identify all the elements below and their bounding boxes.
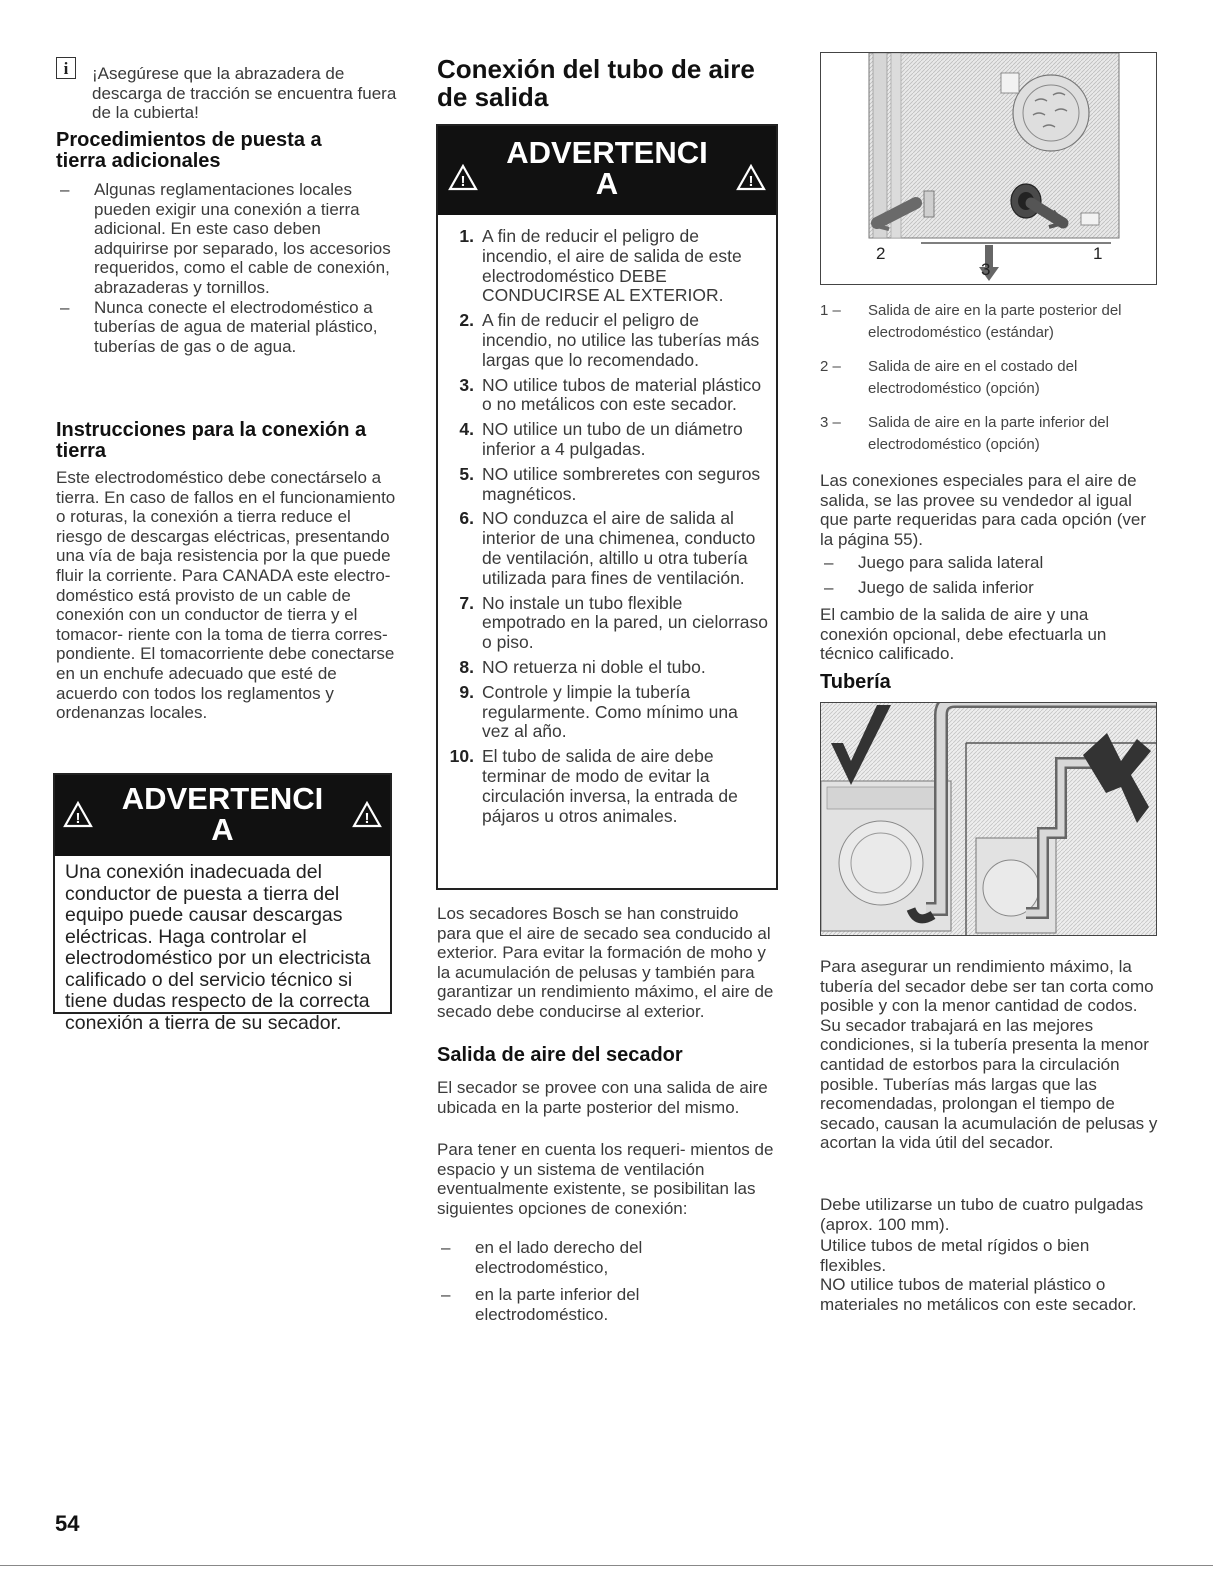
list-item: 2. A fin de reducir el peligro de incendio, no utilice las tuberías más largas que lo recomendado.: [459, 310, 760, 370]
grounding-procedures-list: [56, 180, 394, 356]
warning-header: [55, 775, 390, 856]
list-item: 4. NO utilice un tubo de un diámetro inferior a 4 pulgadas.: [459, 419, 743, 459]
exhaust-options-figure: [820, 52, 1157, 285]
figure-label: 3: [981, 260, 991, 279]
warning-title: ADVERTENCI: [121, 781, 324, 816]
list-item: – Nunca conecte el electrodoméstico a tuberías de agua de material plástico, tuberías de gas o de agua.: [60, 297, 378, 356]
section-title-dryer-exhaust: Salida de aire del secador: [437, 1044, 683, 1066]
warning-box-grounding: [53, 773, 392, 1034]
list-item: 10. El tubo de salida de aire debe terminar de modo de evitar la circulación inversa, la entrada de pájaros u otros animales.: [449, 746, 738, 826]
warning-list: [438, 215, 776, 826]
warning-title-cont: A: [595, 166, 619, 201]
exhaust-location-paragraph: El secador se provee con una salida de aire ubicada en la parte posterior del mismo.: [437, 1078, 768, 1117]
footer-rule: [0, 1565, 1213, 1566]
no-plastic-paragraph: NO utilice tubos de material plástico o materiales no metálicos con este secador.: [820, 1275, 1137, 1314]
metal-duct-paragraph: Utilice tubos de metal rígidos o bien flexibles.: [820, 1236, 1090, 1275]
svg-text:!: !: [748, 173, 754, 190]
svg-text:!: !: [364, 810, 370, 827]
duct-size-paragraph: Debe utilizarse un tubo de cuatro pulgadas (aprox. 100 mm).: [820, 1195, 1144, 1234]
page-number: 54: [55, 1511, 80, 1536]
warning-title-cont: A: [211, 812, 234, 847]
list-item: – Juego para salida lateral: [824, 553, 1044, 572]
warning-triangle-icon: [448, 164, 478, 191]
maximum-performance-paragraph: Para asegurar un rendimiento máximo, la tubería del secador debe ser tan corta como posible y con la menor cantidad de codos. Su secador trabajará en las mejores condiciones, si la tubería presenta la menor cantidad de estorbos para la circulación posible. Tuberías más largas que las recomendadas, prolongan el tiempo de secado, causan la acumulación de pelusas y acortan la vida útil del secador.: [820, 957, 1158, 1153]
list-item: 8. NO retuerza ni doble el tubo.: [459, 656, 706, 677]
info-icon: i: [56, 57, 76, 79]
page-title: Conexión del tubo de aire de salida: [437, 54, 755, 112]
warning-title: ADVERTENCI: [506, 135, 708, 170]
svg-text:!: !: [460, 173, 466, 190]
ducting-figure: [820, 702, 1157, 936]
list-item: – en el lado derecho del electrodoméstico,: [441, 1238, 643, 1277]
list-item: 9. Controle y limpie la tubería regularmente. Como mínimo una vez al año.: [459, 681, 738, 742]
list-item: 5. NO utilice sombreretes con seguros magnéticos.: [459, 463, 761, 504]
special-connections-paragraph: Las conexiones especiales para el aire de salida, se las provee su vendedor al igual que parte requeridas para cada opción (ver la página 55).: [820, 471, 1147, 549]
ducting-illustration: [821, 703, 1157, 936]
figure-label: 2: [876, 244, 886, 263]
section-title-grounding-procedures: Procedimientos de puesta a tierra adicionales: [56, 129, 322, 172]
grounding-instructions-paragraph: Este electrodoméstico debe conectárselo a tierra. En caso de fallos en el funcionamiento o roturas, la conexión a tierra reduce el riesgo de descargas eléctricas, presentando una vía de baja resistencia por la que puede fluir la corriente. Para CANADA este electro- doméstico está provisto de un cable de conexión con un conductor de tierra y el tomacor- riente con la toma de tierra corres- pondiente. El tomacorriente debe conectarse en un enchufe adecuado que esté de acuerdo con todos los reglamentos y ordenanzas locales.: [56, 468, 396, 723]
warning-text: Una conexión inadecuada del conductor de puesta a tierra del equipo puede causar descargas eléctricas. Haga controlar el electrodoméstico por un electricista calificado o del servicio técnico si tiene dudas respecto de la correcta conexión a tierra de su secador.: [65, 861, 371, 1034]
figure-label: 1: [1093, 244, 1103, 263]
list-item: – en la parte inferior del electrodoméstico.: [441, 1285, 640, 1324]
kits-list: [820, 553, 1160, 597]
figure-caption-list: [820, 300, 1157, 468]
list-item: 2 – Salida de aire en el costado del electrodoméstico (opción): [820, 358, 1078, 397]
info-note: ¡Asegúrese que la abrazadera de descarga de tracción se encuentra fuera de la cubierta!: [92, 64, 397, 123]
dryer-back-illustration: [821, 53, 1157, 285]
warning-header: [438, 126, 776, 215]
list-item: – Algunas reglamentaciones locales pueden exigir una conexión a tierra adicional. En este caso deben adquirirse por separado, los accesorios requeridos, como el cable de conexión, abrazaderas y tornillos.: [60, 180, 391, 297]
list-item: – Juego de salida inferior: [824, 577, 1034, 597]
warning-triangle-icon: [63, 801, 93, 828]
connection-options-paragraph: Para tener en cuenta los requeri- mientos de espacio y un sistema de ventilación eventualmente existente, se posibilitan las siguientes opciones de conexión:: [437, 1140, 774, 1218]
bosch-dryers-paragraph: Los secadores Bosch se han construido para que el aire de secado sea conducido al exterior. Para evitar la formación de moho y la acumulación de pelusas y también para garantizar un rendimiento máximo, el aire de secado debe conducirse al exterior.: [437, 904, 774, 1021]
section-title-grounding-instructions: Instrucciones para la conexión a tierra: [56, 419, 367, 462]
list-item: 3. NO utilice tubos de material plástico o no metálicos con este secador.: [459, 374, 762, 415]
list-item: 1 – Salida de aire en la parte posterior del electrodoméstico (estándar): [820, 302, 1122, 341]
section-title-ducting: Tubería: [820, 671, 891, 693]
svg-text:!: !: [75, 810, 81, 827]
warning-triangle-icon: [352, 801, 382, 828]
list-item: 6. NO conduzca el aire de salida al interior de una chimenea, conducto de ventilación, altillo u otra tubería utilizada para fines de ventilación.: [459, 508, 756, 588]
connection-options-list: [437, 1238, 777, 1324]
list-item: 3 – Salida de aire en la parte inferior del electrodoméstico (opción): [820, 414, 1109, 453]
list-item: 1. A fin de reducir el peligro de incendio, el aire de salida de este electrodoméstico DEBE CONDUCIRSE AL EXTERIOR.: [459, 226, 742, 306]
outlet-change-paragraph: El cambio de la salida de aire y una conexión opcional, debe efectuarla un técnico calificado.: [820, 605, 1107, 664]
warning-triangle-icon: [736, 164, 766, 191]
warning-box-exhaust: [436, 124, 778, 890]
list-item: 7. No instale un tubo flexible empotrado en la pared, un cielorraso o piso.: [459, 592, 769, 653]
